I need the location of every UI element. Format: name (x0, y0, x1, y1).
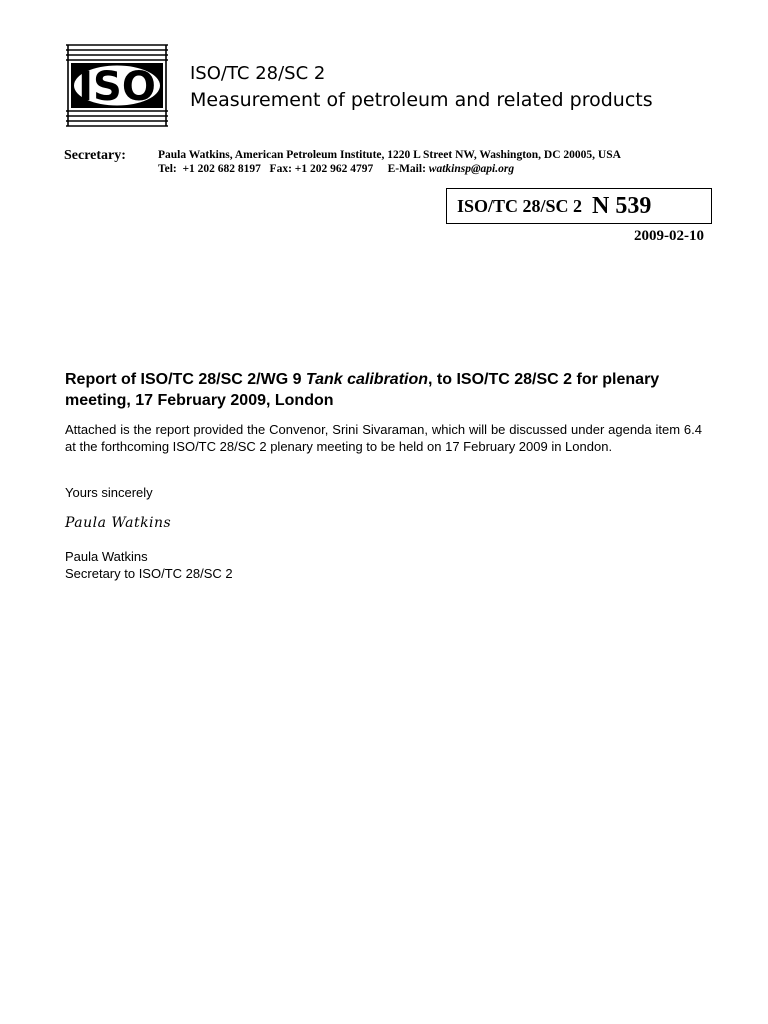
secretary-phone-fax: Tel: +1 202 682 8197 Fax: +1 202 962 4797 E-Mail: (158, 163, 429, 175)
committee-code: ISO/TC 28/SC 2 (190, 63, 326, 84)
signer-block (65, 548, 233, 582)
report-heading-italic: Tank calibration (305, 371, 429, 388)
iso-logo (66, 43, 168, 128)
report-heading-part1: Report of ISO/TC 28/SC 2/WG 9 (65, 371, 306, 388)
secretary-phone-line (158, 162, 621, 176)
closing-salutation: Yours sincerely (65, 485, 153, 500)
committee-header (190, 60, 653, 114)
document-number-box (446, 188, 712, 224)
report-body: Attached is the report provided the Convenor, Srini Sivaraman, which will be discussed under agenda item 6.4 at the forthcoming ISO/TC 28/SC 2 plenary meeting to be held on 17 February 2009 in London. (65, 422, 702, 454)
report-heading (65, 369, 705, 411)
committee-title: Measurement of petroleum and related products (190, 89, 653, 111)
secretary-address: Paula Watkins, American Petroleum Institute, 1220 L Street NW, Washington, DC 20005, USA (158, 149, 621, 161)
svg-text:ISO: ISO (78, 64, 156, 110)
report-heading-part2: , to ISO/TC 28/SC 2 for plenary meeting, 17 February 2009, London (65, 371, 660, 409)
signer-title: Secretary to ISO/TC 28/SC 2 (65, 566, 233, 581)
document-date: 2009-02-10 (634, 228, 704, 244)
signature: Paula Watkins (65, 515, 172, 531)
secretary-label: Secretary: (64, 148, 126, 163)
document-reference: ISO/TC 28/SC 2 (457, 195, 583, 216)
document-number: N 539 (592, 192, 652, 219)
secretary-contact (158, 148, 621, 176)
secretary-email-link[interactable]: watkinsp@api.org (428, 163, 515, 175)
signer-name: Paula Watkins (65, 549, 148, 564)
